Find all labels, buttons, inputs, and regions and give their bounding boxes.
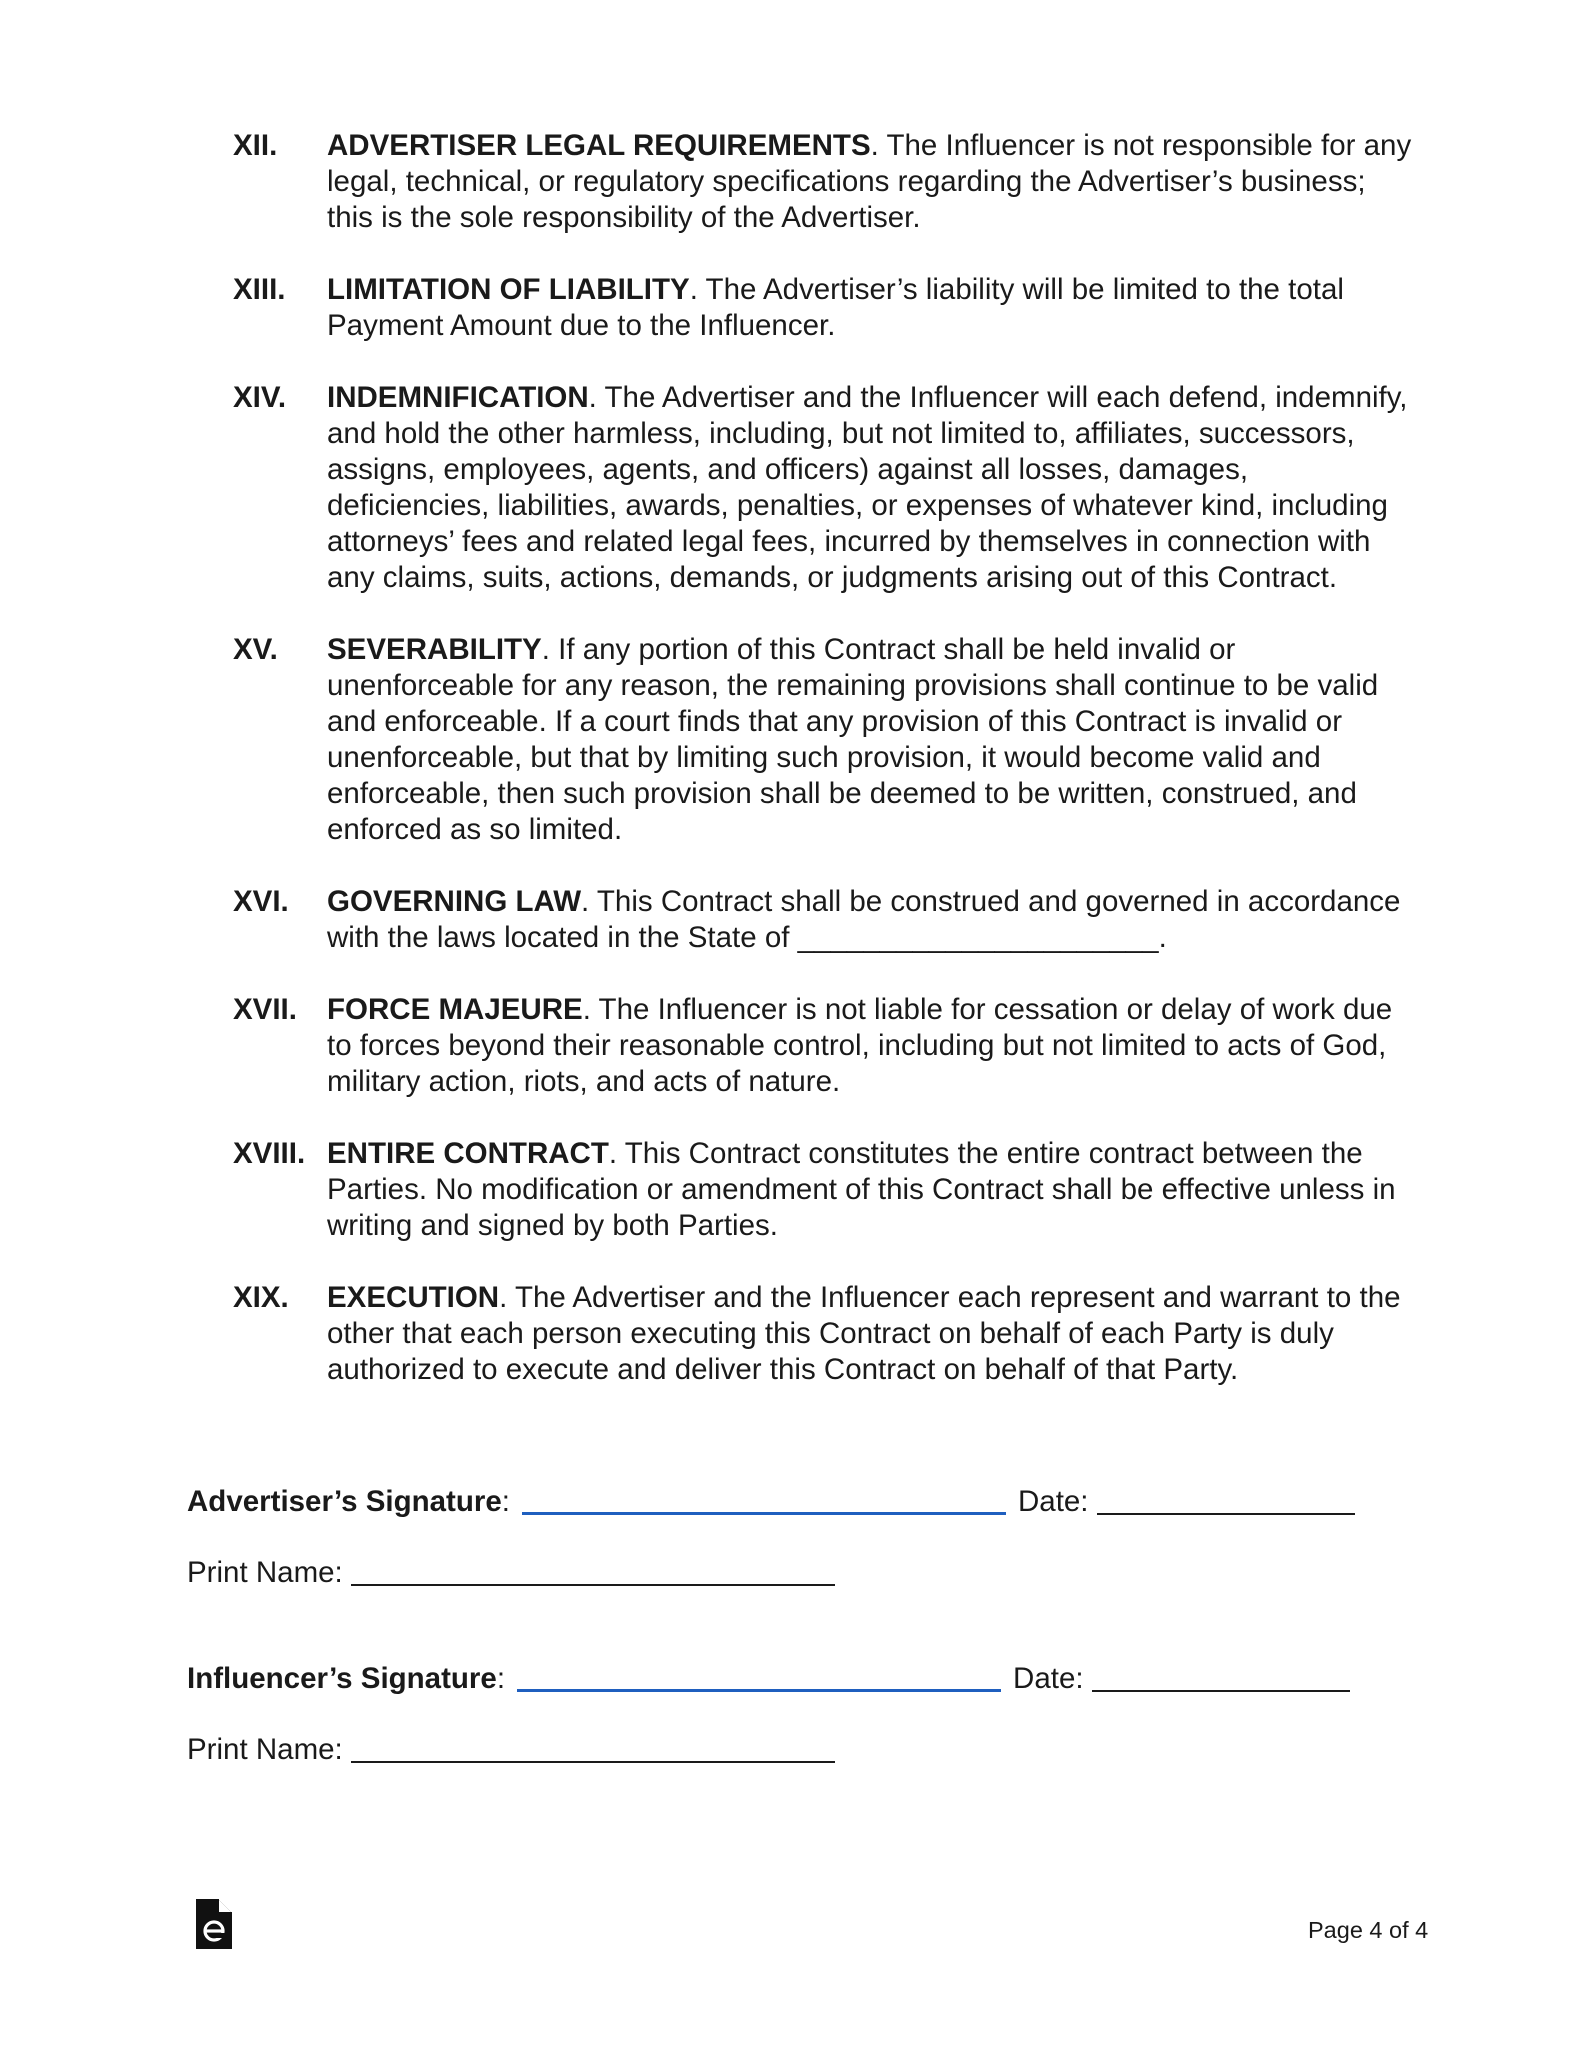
section-text: . The Advertiser and the Influencer will each defend, indemnify, and hold the other harmless, including, but not limited to, affiliates, successors, assigns, employees, agents, and officers) against all losses, damages, deficiencies, liabilities, awards, penalties, or expenses of whatever kind, including attorneys’ fees and related legal fees, incurred by themselves in connection with any claims, suits, actions, demands, or judgments arising out of this Contract.: [327, 381, 1408, 594]
section-title: EXECUTION: [327, 1281, 500, 1314]
contract-sections: [233, 128, 1413, 1424]
section-number: XVI.: [233, 885, 289, 918]
influencer-date-label: Date:: [1013, 1662, 1084, 1695]
section-force-majeure: [233, 992, 1413, 1100]
section-number: XV.: [233, 633, 278, 666]
section-body: [327, 380, 1413, 596]
advertiser-print-name-label: Print Name:: [187, 1556, 343, 1589]
advertiser-signature-label: Advertiser’s Signature: [187, 1485, 502, 1518]
signature-colon: :: [496, 1662, 506, 1695]
section-body: [327, 992, 1413, 1100]
advertiser-date-label: Date:: [1017, 1485, 1089, 1518]
section-title: FORCE MAJEURE: [327, 993, 583, 1026]
section-number: XII.: [233, 129, 278, 162]
section-body: [327, 884, 1413, 956]
section-number: XIV.: [233, 381, 287, 414]
section-number: XIII.: [233, 273, 286, 306]
influencer-print-name-row: [187, 1731, 835, 1768]
section-text: . This Contract constitutes the entire contract between the Parties. No modification or amendment of this Contract shall be effective unless in writing and signed by both Parties.: [327, 1137, 1396, 1242]
influencer-print-name-label: Print Name:: [187, 1733, 343, 1766]
advertiser-signature-field[interactable]: [522, 1482, 1006, 1515]
advertiser-signature-row: [187, 1482, 1355, 1520]
section-number: XVIII.: [233, 1137, 306, 1170]
section-severability: [233, 632, 1413, 848]
section-number: XIX.: [233, 1281, 289, 1314]
signature-colon: :: [501, 1485, 510, 1518]
section-advertiser-legal-requirements: [233, 128, 1413, 236]
section-title: SEVERABILITY: [327, 633, 542, 666]
section-execution: [233, 1280, 1413, 1388]
influencer-date-field[interactable]: [1092, 1660, 1350, 1692]
section-body: [327, 632, 1413, 848]
section-entire-contract: [233, 1136, 1413, 1244]
section-title: ENTIRE CONTRACT: [327, 1137, 609, 1170]
section-title: ADVERTISER LEGAL REQUIREMENTS: [327, 129, 871, 162]
section-title: GOVERNING LAW: [327, 885, 582, 918]
section-governing-law: [233, 884, 1413, 956]
section-indemnification: [233, 380, 1413, 596]
advertiser-print-name-row: [187, 1554, 835, 1591]
section-body: [327, 1280, 1413, 1388]
section-text: . This Contract shall be construed and governed in accordance with the laws located in the State of ______________________.: [327, 885, 1401, 954]
influencer-signature-row: [187, 1659, 1350, 1697]
influencer-signature-field[interactable]: [517, 1659, 1001, 1692]
eforms-logo-icon: [196, 1899, 232, 1949]
section-text: . The Influencer is not responsible for any legal, technical, or regulatory specifications regarding the Advertiser’s business; this is the sole responsibility of the Advertiser.: [327, 129, 1412, 234]
section-text: . The Influencer is not liable for cessation or delay of work due to forces beyond their reasonable control, including but not limited to acts of God, military action, riots, and acts of nature.: [327, 993, 1393, 1098]
section-text: . The Advertiser’s liability will be limited to the total Payment Amount due to the Influencer.: [327, 273, 1344, 342]
advertiser-date-field[interactable]: [1097, 1483, 1355, 1515]
section-body: [327, 1136, 1413, 1244]
section-number: XVII.: [233, 993, 297, 1026]
section-body: [327, 128, 1413, 236]
influencer-signature-label: Influencer’s Signature: [187, 1662, 497, 1695]
page-number: Page 4 of 4: [1308, 1917, 1429, 1943]
section-text: . The Advertiser and the Influencer each represent and warrant to the other that each person executing this Contract on behalf of each Party is duly authorized to execute and deliver this Contract on behalf of that Party.: [327, 1281, 1401, 1386]
section-title: INDEMNIFICATION: [327, 381, 589, 414]
section-text: . If any portion of this Contract shall be held invalid or unenforceable for any reason, the remaining provisions shall continue to be valid and enforceable. If a court finds that any provision of this Contract is invalid or unenforceable, but that by limiting such provision, it would become valid and enforceable, then such provision shall be deemed to be written, construed, and enforced as so limited.: [327, 633, 1379, 846]
section-limitation-of-liability: [233, 272, 1413, 344]
section-body: [327, 272, 1413, 344]
section-title: LIMITATION OF LIABILITY: [327, 273, 690, 306]
influencer-print-name-field[interactable]: [351, 1731, 835, 1763]
advertiser-print-name-field[interactable]: [351, 1554, 835, 1586]
